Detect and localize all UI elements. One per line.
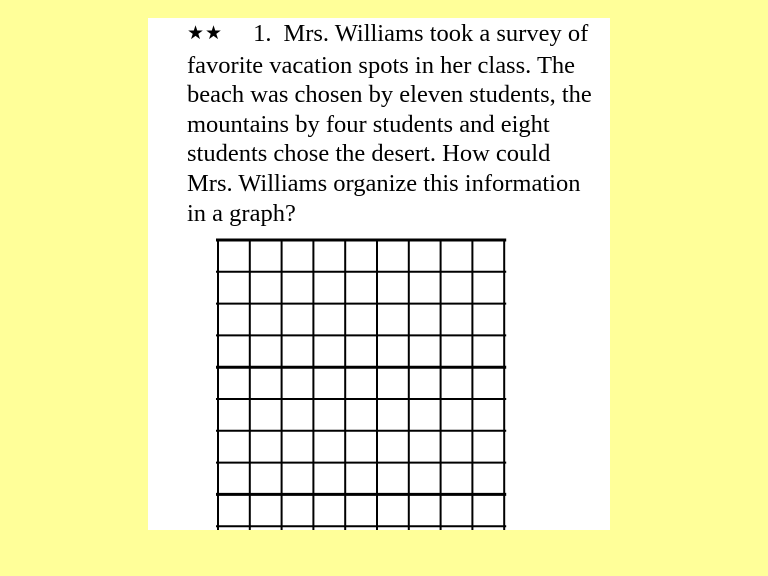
problem-text-line: favorite vacation spots in her class. The xyxy=(187,51,576,79)
grid-lines xyxy=(216,240,506,530)
worksheet-panel xyxy=(148,18,610,530)
blank-graph-grid[interactable] xyxy=(148,18,610,530)
problem-text-line: students chose the desert. How could xyxy=(187,140,551,168)
problem-text-line: beach was chosen by eleven students, the xyxy=(187,81,592,109)
problem-text-line: Mrs. Williams took a survey of xyxy=(283,20,589,47)
problem-text-line: in a graph? xyxy=(187,199,296,227)
problem-text-line: Mrs. Williams organize this information xyxy=(187,169,581,197)
problem-text-line: mountains by four students and eight xyxy=(187,110,550,138)
difficulty-stars: ★★ xyxy=(187,22,224,44)
problem-number: 1. xyxy=(253,20,272,47)
